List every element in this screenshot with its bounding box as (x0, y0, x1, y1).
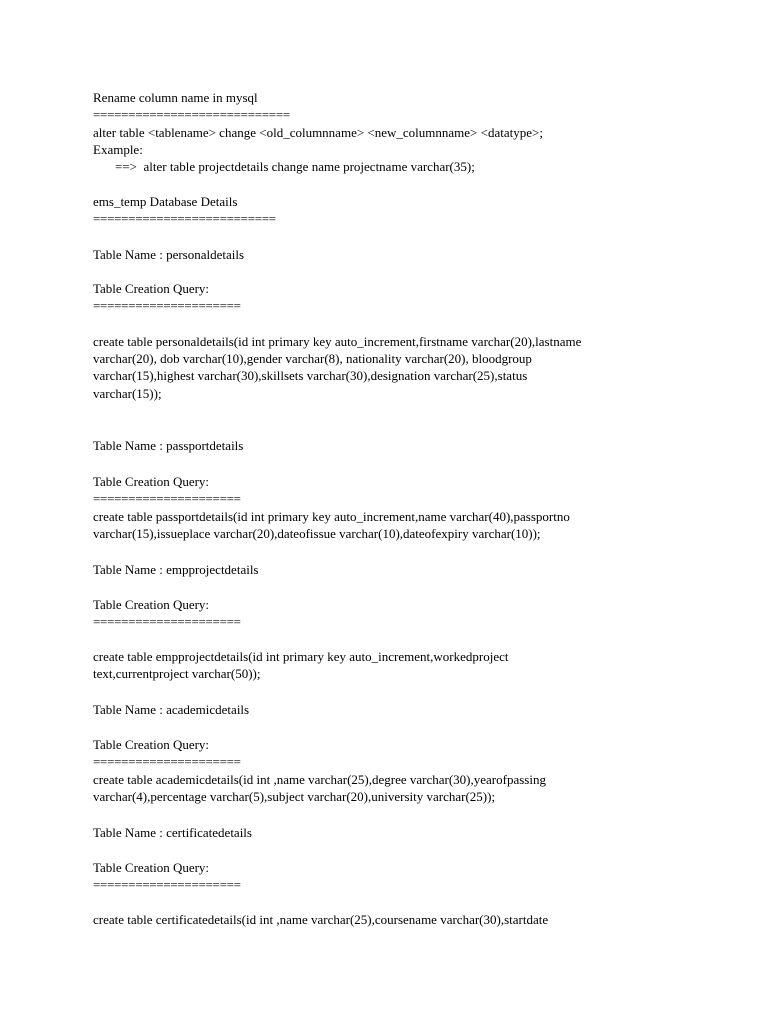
rename-separator: ============================ (93, 107, 290, 122)
example-line: ==> alter table projectdetails change name projectname varchar(35); (115, 159, 475, 174)
section-separator: ===================== (93, 298, 241, 313)
section-query-label: Table Creation Query: (93, 737, 210, 752)
section-separator: ===================== (93, 491, 241, 506)
section-query-label: Table Creation Query: (93, 474, 210, 489)
section-table-name: Table Name : empprojectdetails (93, 562, 259, 577)
section-table-name: Table Name : passportdetails (93, 438, 244, 453)
rename-title: Rename column name in mysql (93, 90, 258, 105)
section-separator: ===================== (93, 877, 241, 892)
query-line: create table passportdetails(id int primary key auto_increment,name varchar(40),passportno (93, 509, 570, 524)
query-line: varchar(15)); (93, 386, 162, 401)
section-separator: ===================== (93, 754, 241, 769)
section-query-label: Table Creation Query: (93, 281, 210, 296)
query-line: create table personaldetails(id int primary key auto_increment,firstname varchar(20),lastname (93, 334, 582, 349)
query-line: varchar(15),issueplace varchar(20),dateofissue varchar(10),dateofexpiry varchar(10)); (93, 526, 541, 541)
query-line: varchar(15),highest varchar(30),skillsets varchar(30),designation varchar(25),status (93, 368, 528, 383)
section-table-name: Table Name : academicdetails (93, 702, 250, 717)
query-line: text,currentproject varchar(50)); (93, 666, 261, 681)
example-label: Example: (93, 142, 143, 157)
query-line: create table empprojectdetails(id int primary key auto_increment,workedproject (93, 649, 509, 664)
section-table-name: Table Name : personaldetails (93, 247, 245, 262)
section-table-name: Table Name : certificatedetails (93, 825, 252, 840)
query-line: varchar(4),percentage varchar(5),subject varchar(20),university varchar(25)); (93, 789, 496, 804)
section-query-label: Table Creation Query: (93, 597, 210, 612)
section-query-label: Table Creation Query: (93, 860, 210, 875)
rename-syntax: alter table <tablename> change <old_columnname> <new_columnname> <datatype>; (93, 125, 543, 140)
query-line: create table academicdetails(id int ,name varchar(25),degree varchar(30),yearofpassing (93, 772, 546, 787)
query-line: varchar(20), dob varchar(10),gender varchar(8), nationality varchar(20), bloodgroup (93, 351, 532, 366)
db-separator: ========================== (93, 211, 276, 226)
section-separator: ===================== (93, 614, 241, 629)
db-title: ems_temp Database Details (93, 194, 238, 209)
query-line: create table certificatedetails(id int ,name varchar(25),coursename varchar(30),startdate (93, 912, 549, 927)
